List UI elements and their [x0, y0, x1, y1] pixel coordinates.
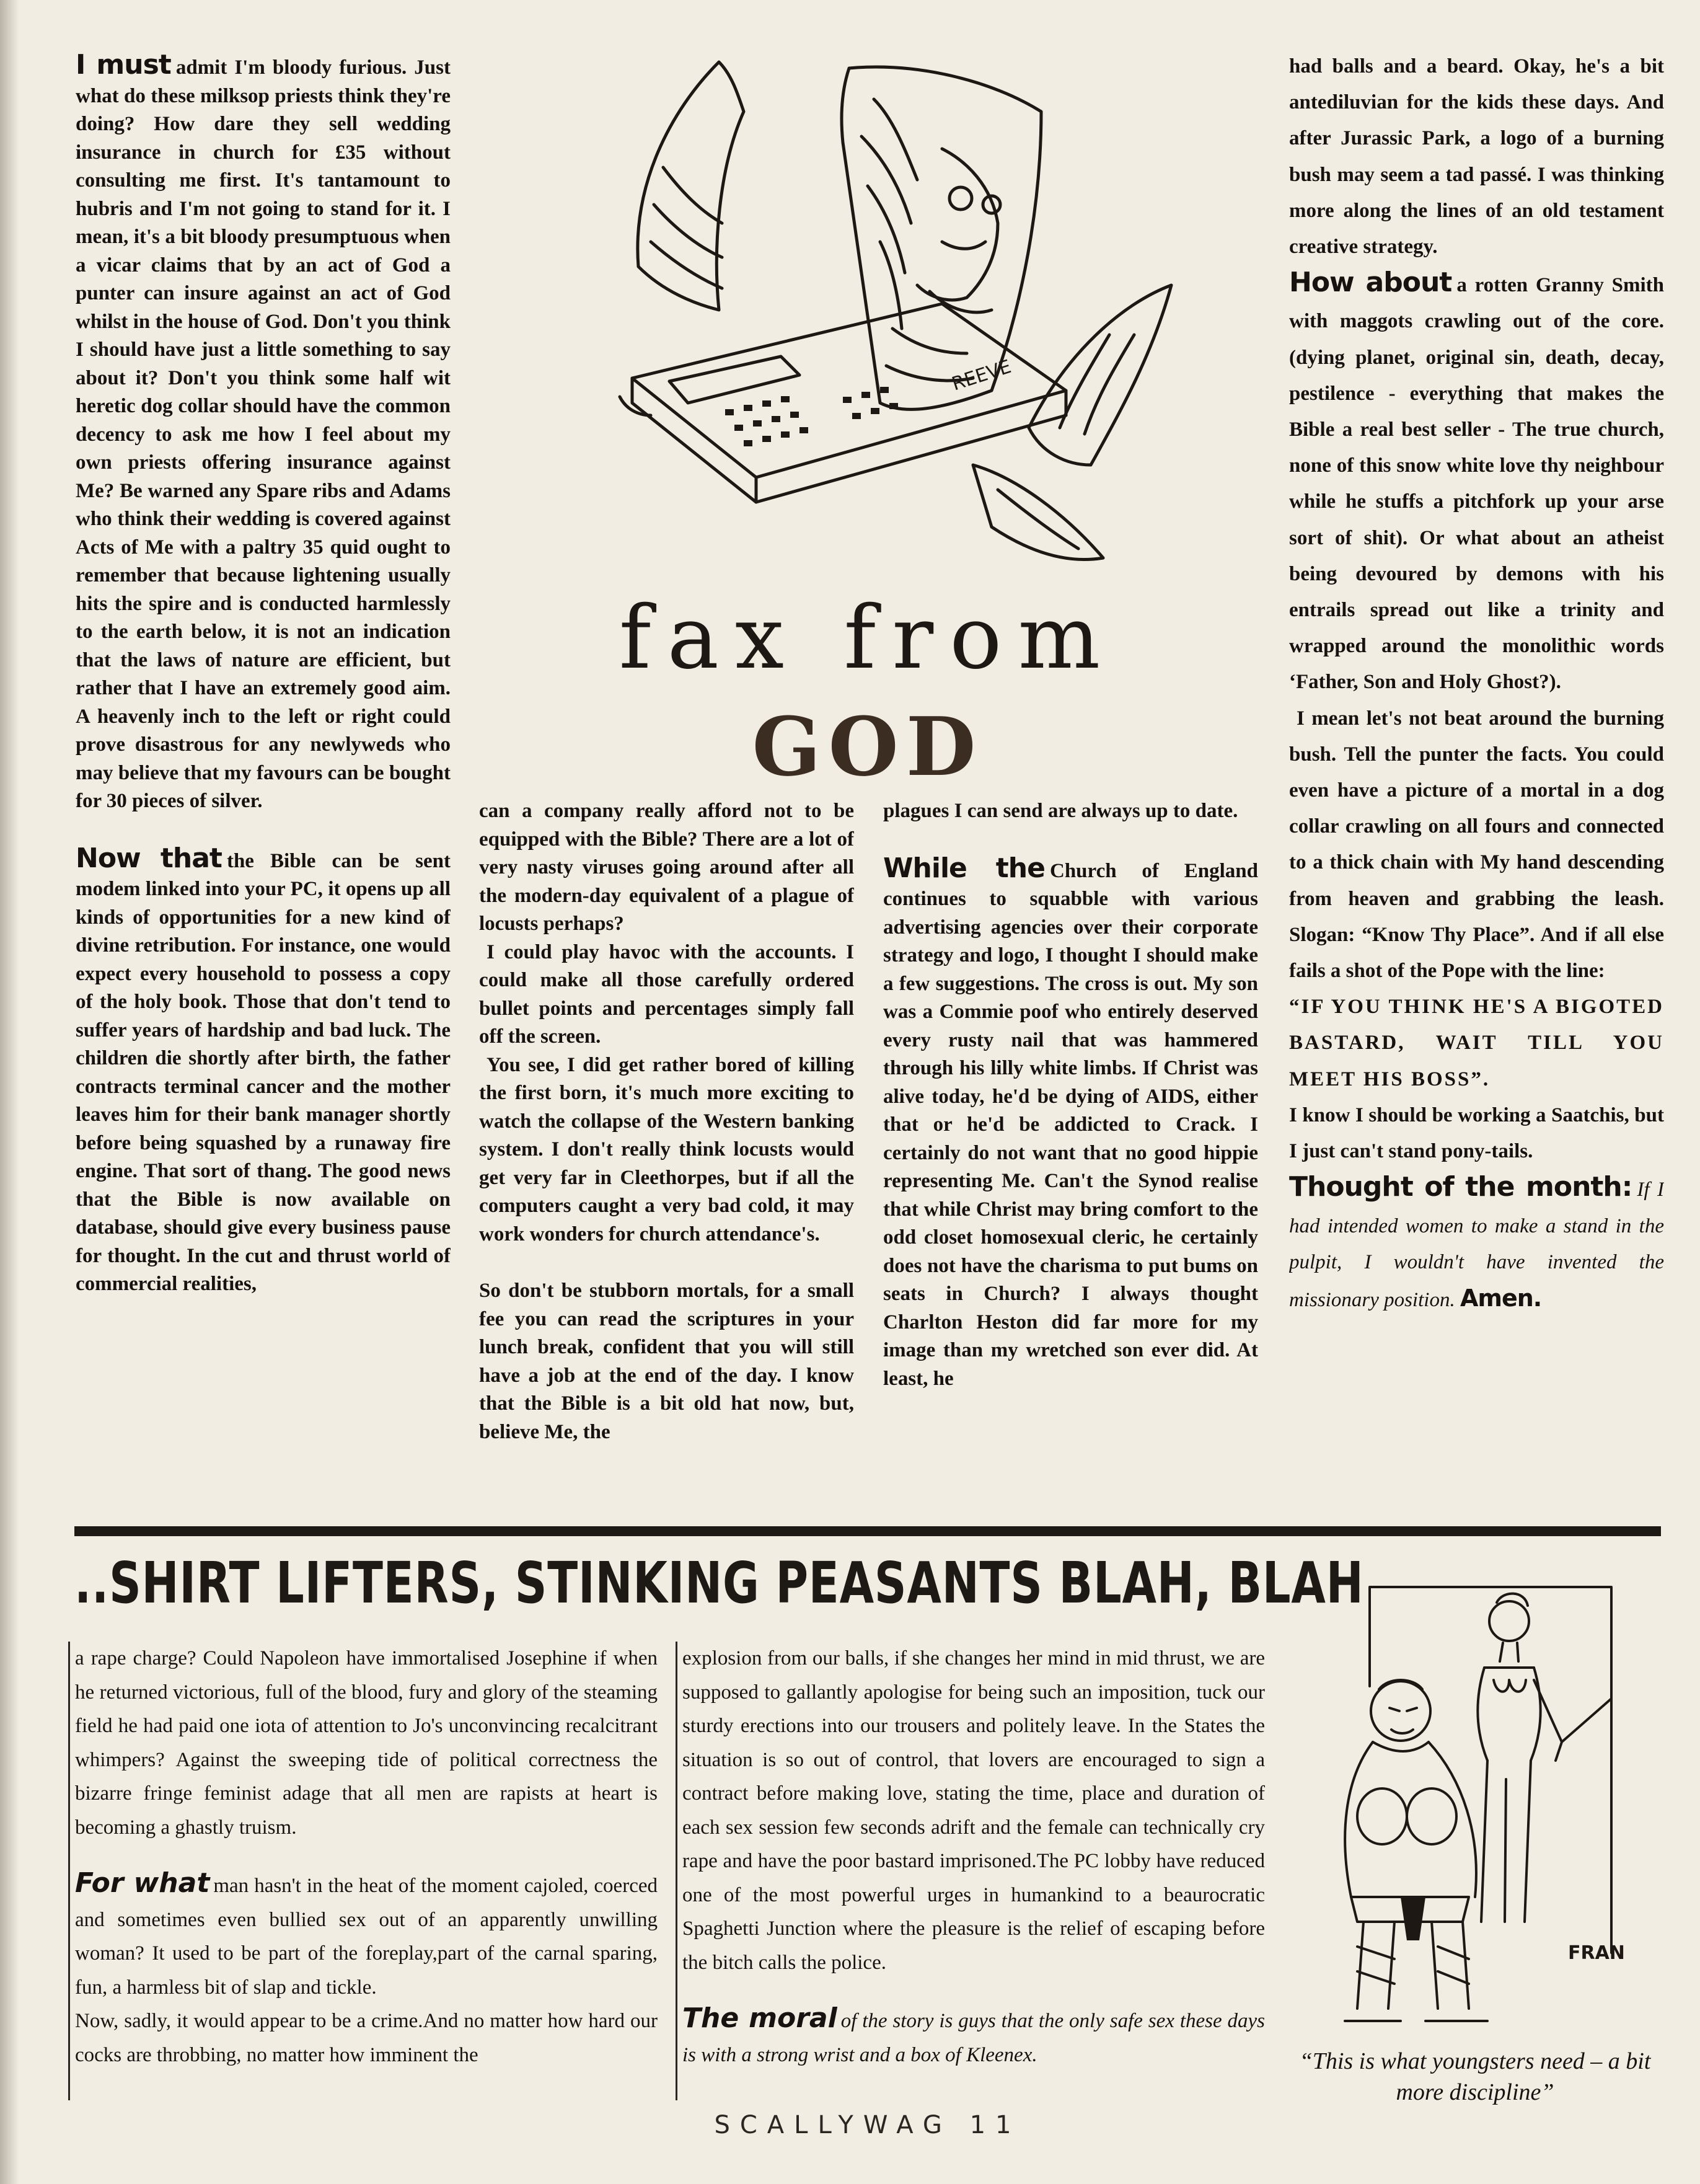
col2-paragraph-1: can a company really afford not to be equipped with the Bible? There are a lot of very nasty viruses going around after all the modern-day equivalent of a plague of locusts perhaps? [479, 800, 854, 935]
bottom-col2-lead: The moral [682, 2002, 837, 2034]
fax-from-title: fax from [619, 588, 1117, 689]
col4-paragraph-5: I know I should be working a Saatchis, but I just can't stand pony-tails. [1289, 1103, 1664, 1163]
col3-paragraph-2: While the Church of England continues to squabble with various advertising agencies over their corporate strategy and logo, I thought I should make a few suggestions. The cross is out. My son was a Commie poof who entirely deserved every rusty nail that was hammered through his lilly white limbs. If Christ was alive today, he'd be dying of AIDS, either that or he'd be addicted to Crack. I certainly do not want that no good hippie representing Me. Can't the Synod realise that while Christ may bring comfort to the odd closet homosexual cleric, he certainly does not have the charisma to put bums on seats in Church? I always thought Charlton Heston did far more for my image than my wretched son ever did. At least, he [883, 852, 1258, 1390]
col4-paragraph-3: I mean let's not beat around the burning bush. Tell the punter the facts. You could even have a picture of a mortal in a dog collar crawling on all fours and connected to a thick chain with My hand descending from heaven and grabbing the leash. Slogan: “Know Thy Place”. And if all else fails a shot of the Pope with the line: [1289, 707, 1664, 983]
col2-paragraph-4: So don't be stubborn mortals, for a small fee you can read the scriptures in your lunch break, confident that you will still have a job at the end of the day. I know that the Bible is a bit old hat now, but, believe Me, the [479, 1280, 854, 1443]
page-footer: SCALLYWAG 11 [714, 2111, 1021, 2139]
col4-lead: How about [1289, 267, 1452, 299]
bottom-col1-paragraph-2: For what man hasn't in the heat of the moment cajoled, coerced and sometimes even bullied sex out of an apparently unwilling woman? It used to be part of the foreplay,part of the carnal sparing, fun, a harmless bit of slap and tickle. [75, 1867, 658, 1999]
bottom-col2-paragraph-2: The moral of the story is guys that the only safe sex these days is with a strong wrist and a box of Kleenex. [682, 2002, 1265, 2066]
col4-pope-quote: “IF YOU THINK HE'S A BIGOTED BASTARD, WAIT TILL YOU MEET HIS BOSS”. [1289, 996, 1664, 1090]
section-divider-rule [74, 1526, 1661, 1536]
col1-lead-2: Now that [76, 842, 222, 874]
col1-paragraph-1: I must admit I'm bloody furious. Just what do these milksop priests think they're doing? How dare they sell wedding insurance in church for £35 without consulting me first. It's tantamount to hubris and I'm not going to stand for it. I mean, it's a bit bloody presumptuous when a vicar claims that by an act of God a punter can insure against an act of God whilst in the house of God. Don't you think I should have just a little something to say about it? Don't you think some half wit heretic dog collar should have the common decency to ask me how I feel about my own priests offering insurance against Me? Be warned any Spare ribs and Adams who think their wedding is covered against Acts of Me with a paltry 35 quid ought to remember that because lightening usually hits the spire and is conducted harmlessly to the earth below, it is not an indication that the laws of nature are efficient, but rather that I have an extremely good aim. A heavenly inch to the left or right could prove disastrous for any newlyweds who may believe that my favours can be bought for 30 pieces of silver. [76, 51, 451, 816]
cartoon-illustration [1320, 1575, 1642, 2033]
bottom-headline: ..SHIRT LIFTERS, STINKING PEASANTS BLAH, BLAH [74, 1550, 1364, 1616]
fax-from-god-illustration [595, 43, 1178, 577]
bottom-col1-paragraph-1: a rape charge? Could Napoleon have immortalised Josephine if when he returned victorious, full of the blood, fury and glory of the steaming field he had paid one iota of attention to Jo's unconvincing recalcitrant whimpers? Against the sweeping tide of political correctness the bizarre fringe feminist adage that all men are rapists at heart is becoming a ghastly truism. [75, 1647, 658, 1839]
col1-lead-1: I must [76, 51, 171, 81]
bottom-col1-lead: For what [75, 1867, 210, 1899]
page-binding-shadow [0, 0, 19, 2184]
col1-paragraph-2: Now that the Bible can be sent modem linked into your PC, it opens up all kinds of opportunities for a new kind of divine retribution. For instance, one would expect every household to possess a copy of the holy book. Those that don't tend to suffer years of hardship and bad luck. The children die shortly after birth, the father contracts terminal cancer and the mother leaves him for their bank manager shortly before being squashed by a runaway fire engine. That sort of thang. The good news that the Bible is now available on database, should give every business pause for thought. In the cut and thrust world of commercial realities, [76, 842, 451, 1295]
column-1 [76, 51, 451, 1508]
column-4 [1289, 48, 1664, 1518]
thought-of-the-month: Thought of the month: If I had intended women to make a stand in the pulpit, I wouldn't have invented the missionary position. Amen. [1289, 1171, 1664, 1312]
col4-paragraph-2: How about a rotten Granny Smith with maggots crawling out of the core. (dying planet, original sin, death, decay, pestilence - everything that makes the Bible a real best seller - The true church, none of this snow white love thy neighbour while he stuffs a pitchfork up your arse sort of shit). Or what about an atheist being devoured by demons with his entrails spread out like a trinity and wrapped around the monolithic words ‘Father, Son and Holy Ghost?). [1289, 267, 1664, 694]
col3-paragraph-1: plagues I can send are always up to date. [883, 800, 1238, 822]
bottom-column-2 [676, 1642, 1265, 2100]
god-title: GOD [752, 699, 984, 794]
col3-lead: While the [883, 852, 1045, 884]
bottom-column-1 [68, 1642, 658, 2100]
thought-lead: Thought of the month: [1289, 1171, 1632, 1203]
artist-signature: FRAN [1568, 1942, 1625, 1964]
bottom-col1-paragraph-3: Now, sadly, it would appear to be a crime.And no matter how hard our cocks are throbbing, no matter how imminent the [75, 2010, 658, 2066]
col2-paragraph-3: You see, I did get rather bored of killing the first born, it's much more exciting to watch the collapse of the Western banking system. I don't really think locusts would get very far in Cleethorpes, but if all the computers caught a very bad cold, it may work wonders for church attendance's. [479, 1053, 854, 1245]
amen-word: Amen. [1460, 1284, 1542, 1312]
column-2 [479, 797, 854, 1510]
cartoon-caption: “This is what youngsters need – a bit more discipline” [1299, 2048, 1651, 2105]
col4-paragraph-1: had balls and a beard. Okay, he's a bit antediluvian for the kids these days. And after Jurassic Park, a logo of a burning bush may seem a tad passé. I was thinking more along the lines of an old testament creative strategy. [1289, 55, 1664, 259]
bottom-col2-paragraph-1: explosion from our balls, if she changes her mind in mid thrust, we are supposed to gallantly apologise for being such an imposition, tuck our sturdy erections into our trousers and politely leave. In the States the situation is so out of control, that lovers are encouraged to sign a contract before making love, stating the time, place and duration of each sex session few seconds adrift and the female can technically cry rape and have the poor bastard imprisoned.The PC lobby have reduced one of the most powerful urges in humankind to a beaurocratic Spaghetti Junction where the pleasure is the relief of escaping before the bitch calls the police. [682, 1647, 1265, 1974]
column-3 [883, 797, 1258, 1510]
col2-paragraph-2: I could play havoc with the accounts. I could make all those carefully ordered bullet points and percentages simply fall off the screen. [479, 940, 854, 1048]
fax-label: REEVE [949, 355, 1014, 396]
